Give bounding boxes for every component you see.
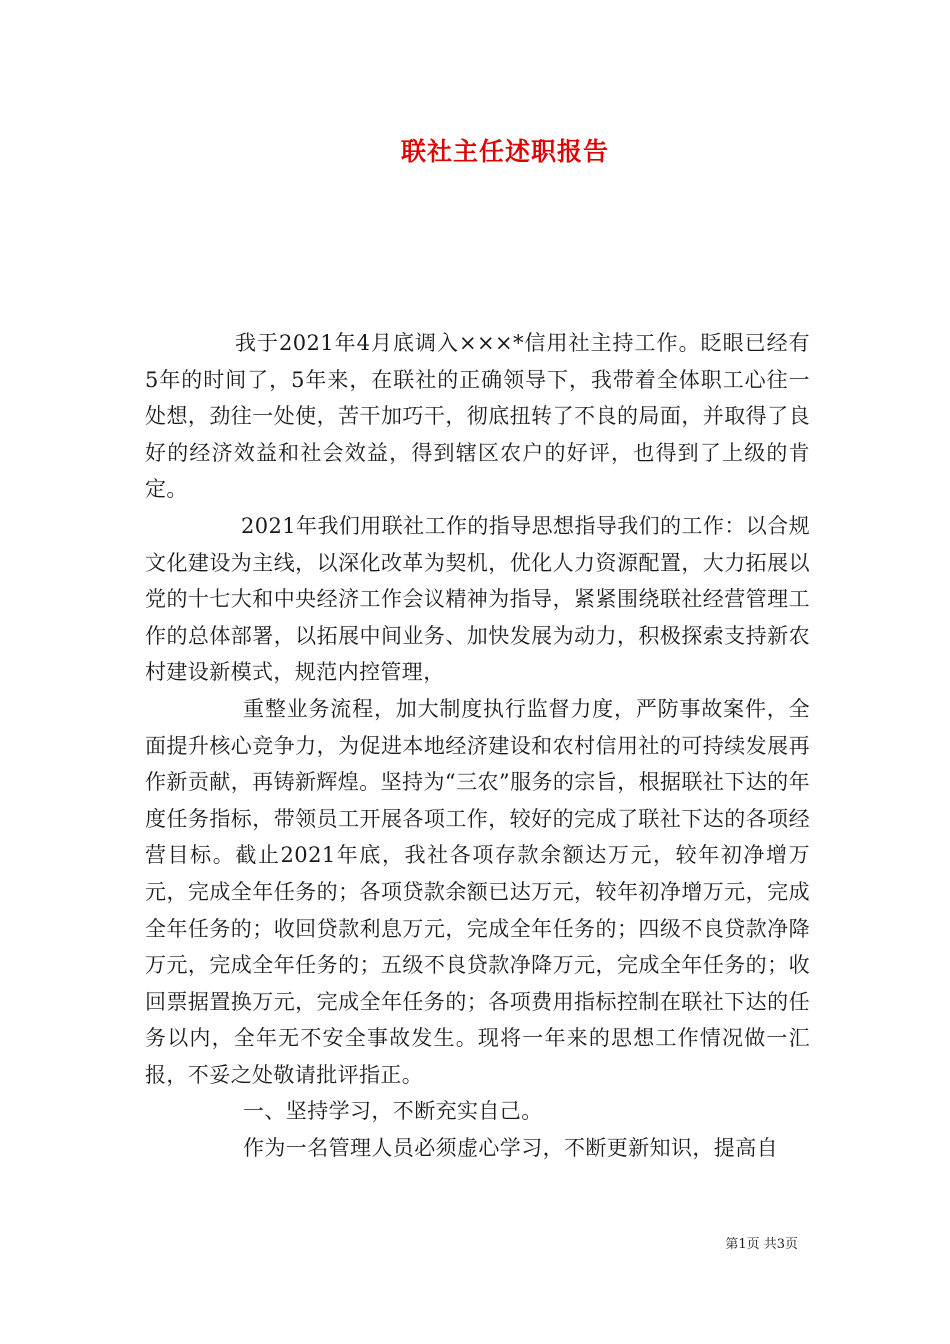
paragraph-4: 作为一名管理人员必须虚心学习，不断更新知识，提高自 [243, 1136, 778, 1161]
paragraph-2: 2021年我们用联社工作的指导思想指导我们的工作：以合规文化建设为主线，以深化改革为契机，优化人力资源配置，大力拓展以党的十七大和中央经济工作会议精神为指导，紧紧围绕联社经营管理工作的总体部署，以拓展中间业务、加快发展为动力，积极探索支持新农村建设新模式，规范内控管理， [145, 513, 810, 685]
document-title: 联社主任述职报告 [400, 137, 609, 166]
paragraph-3: 重整业务流程，加大制度执行监督力度，严防事故案件，全面提升核心竞争力，为促进本地经济建设和农村信用社的可持续发展再作新贡献，再铸新辉煌。坚持为“三农”服务的宗旨，根据联社下达的年度任务指标，带领员工开展各项工作，较好的完成了联社下达的各项经营目标。截止2021年底，我社各项存款余额达万元，较年初净增万元，完成全年任务的；各项贷款余额已达万元，较年初净增万元，完成全年任务的；收回贷款利息万元，完成全年任务的；四级不良贷款净降万元，完成全年任务的；五级不良贷款净降万元，完成全年任务的；收回票据置换万元，完成全年任务的；各项费用指标控制在联社下达的任务以内，全年无不安全事故发生。现将一年来的思想工作情况做一汇报，不妥之处敬请批评指正。 [145, 696, 810, 1087]
section-heading-1: 一、坚持学习，不断充实自己。 [243, 1099, 543, 1124]
paragraph-1: 我于2021年4月底调入×××*信用社主持工作。眨眼已经有5年的时间了，5年来，在联社的正确领导下，我带着全体职工心往一处想，劲往一处使，苦干加巧干，彻底扭转了不良的局面，并取得了良好的经济效益和社会效益，得到辖区农户的好评，也得到了上级的肯定。 [145, 331, 810, 502]
page-number-footer: 第1页 共3页 [725, 1237, 798, 1252]
document-body [145, 325, 810, 1167]
